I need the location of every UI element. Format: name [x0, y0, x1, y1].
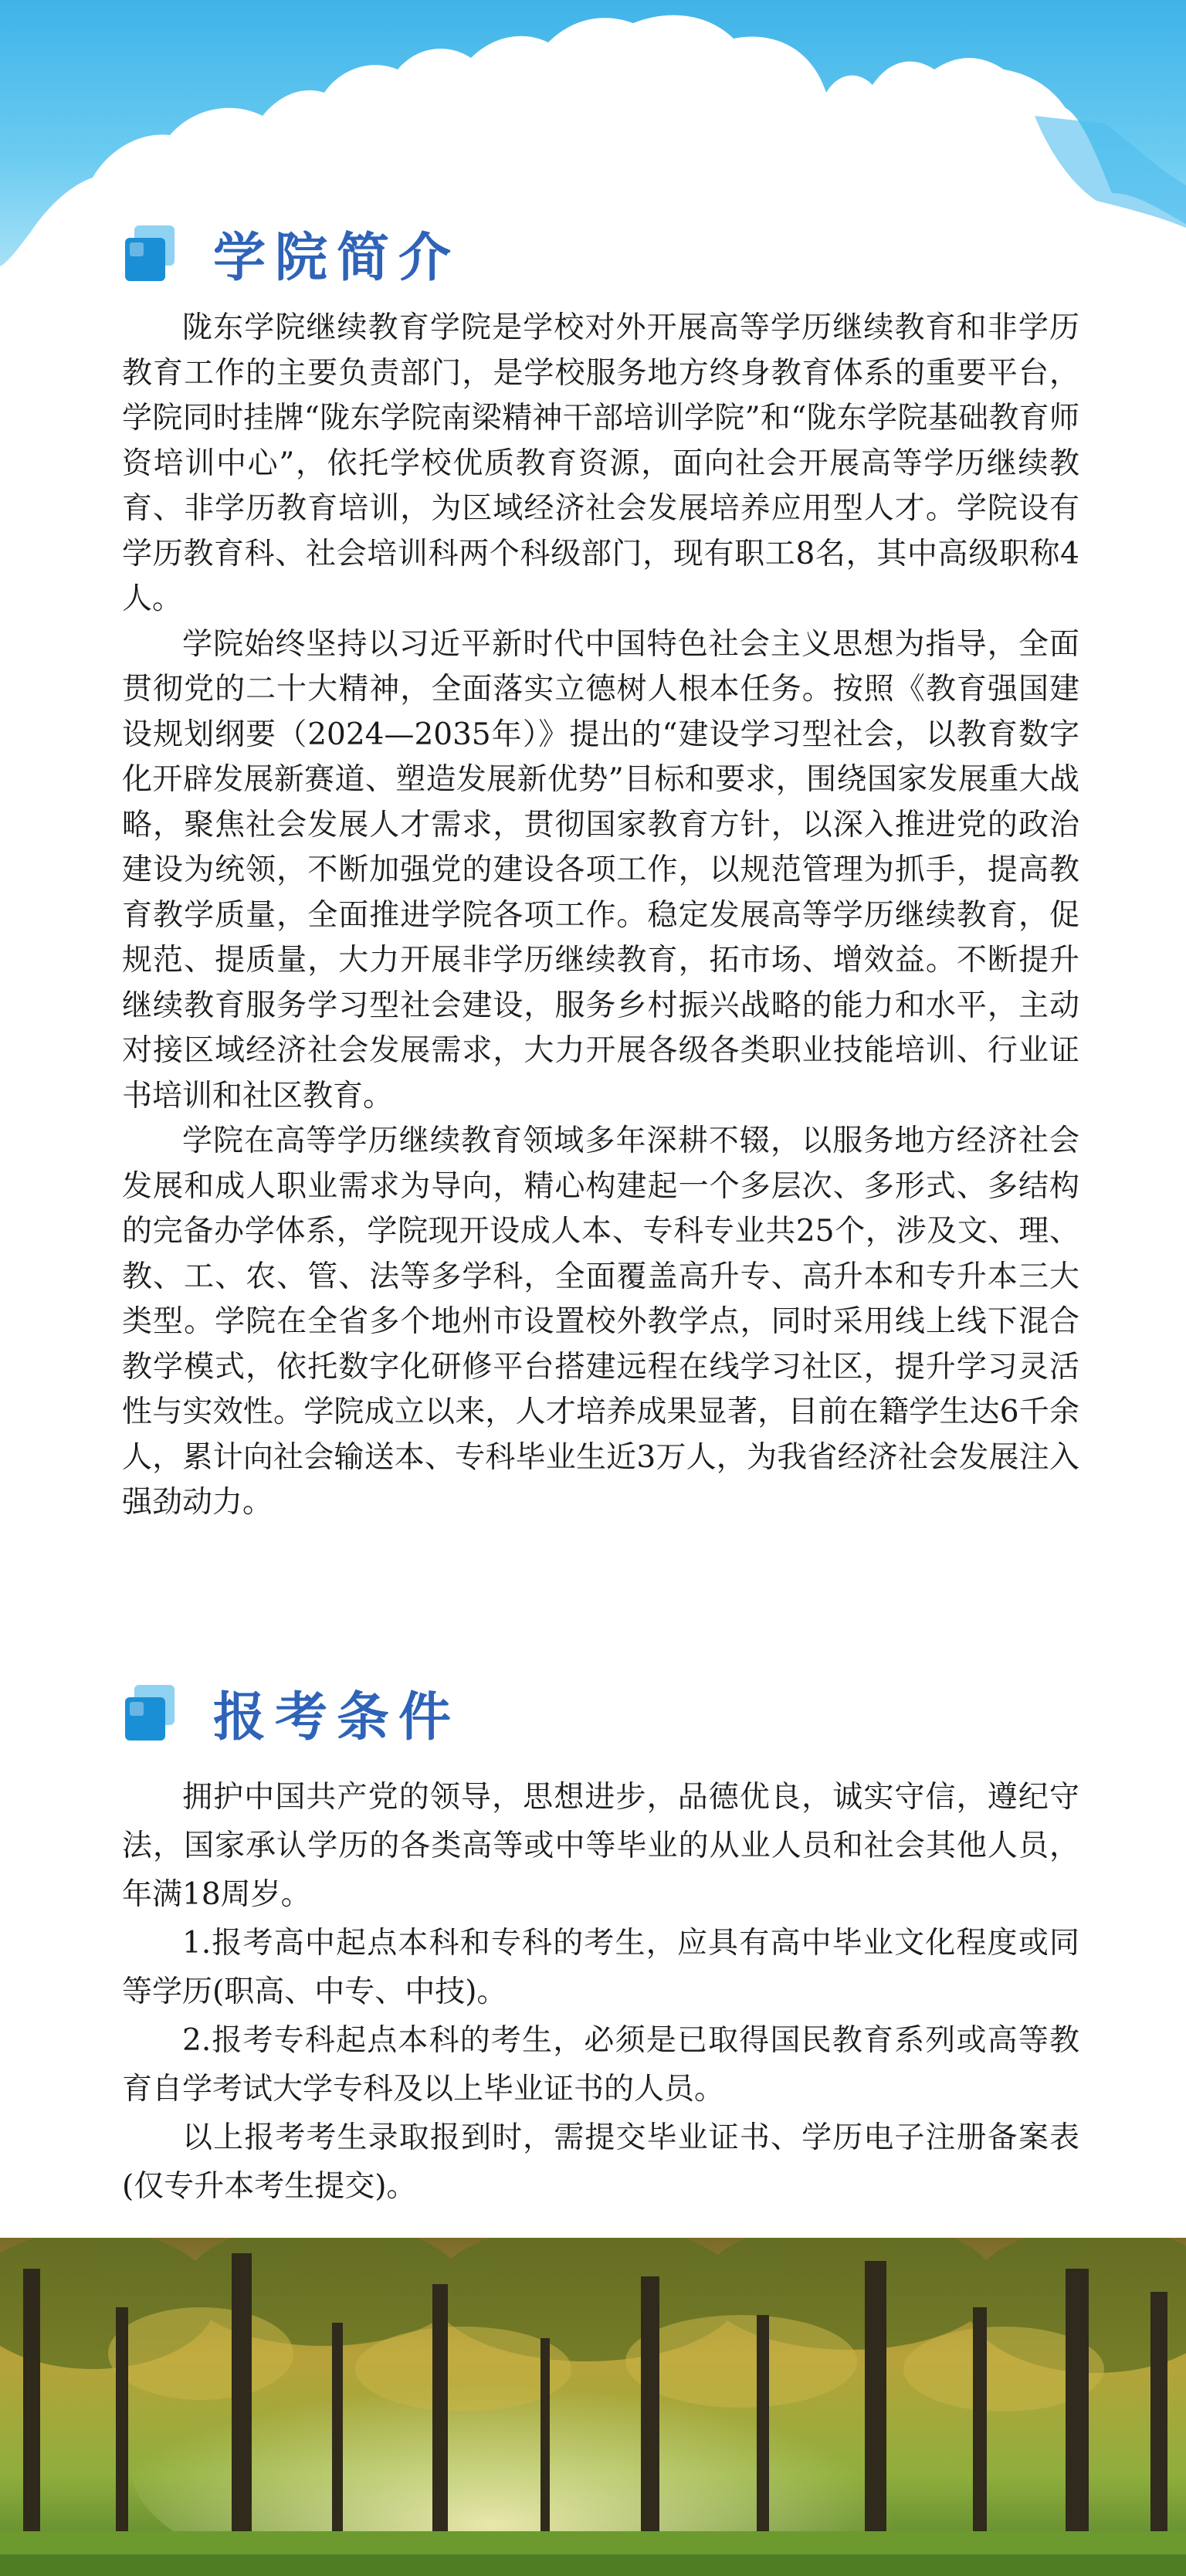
conditions-body — [122, 1773, 1079, 2211]
intro-paragraph-2: 学院始终坚持以习近平新时代中国特色社会主义思想为指导，全面贯彻党的二十大精神，全面落实立德树人根本任务。按照《教育强国建设规划纲要（2024—2035年）》提出的“建设学习型社会，以教育数字化开辟发展新赛道、塑造发展新优势”目标和要求，围绕国家发展重大战略，聚焦社会发展人才需求，贯彻国家教育方针，以深入推进党的政治建设为统领，不断加强党的建设各项工作，以规范管理为抓手，提高教育教学质量，全面推进学院各项工作。稳定发展高等学历继续教育，促规范、提质量，大力开展非学历继续教育，拓市场、增效益。不断提升继续教育服务学习型社会建设，服务乡村振兴战略的能力和水平，主动对接区域经济社会发展需求，大力开展各级各类职业技能培训、行业证书培训和社区教育。 — [122, 626, 1079, 1113]
intro-paragraph-1: 陇东学院继续教育学院是学校对外开展高等学历继续教育和非学历教育工作的主要负责部门，是学校服务地方终身教育体系的重要平台，学院同时挂牌“陇东学院南梁精神干部培训学院”和“陇东学院基础教育师资培训中心”，依托学校优质教育资源，面向社会开展高等学历继续教育、非学历教育培训，为区域经济社会发展培养应用型人才。学院设有学历教育科、社会培训科两个科级部门，现有职工8名，其中高级职称4人。 — [122, 310, 1079, 616]
blue-square-marker-icon — [122, 222, 178, 284]
conditions-note: 以上报考考生录取报到时，需提交毕业证书、学历电子注册备案表(仅专升本考生提交)。 — [122, 2120, 1079, 2204]
intro-heading — [122, 215, 460, 292]
conditions-heading — [122, 1674, 460, 1751]
intro-paragraph-3: 学院在高等学历继续教育领域多年深耕不辍，以服务地方经济社会发展和成人职业需求为导向，精心构建起一个多层次、多形式、多结构的完备办学体系，学院现开设成人本、专科专业共25个，涉及文、理、教、工、农、管、法等多学科，全面覆盖高升专、高升本和专升本三大类型。学院在全省多个地州市设置校外教学点，同时采用线上线下混合教学模式，依托数字化研修平台搭建远程在线学习社区，提升学习灵活性与实效性。学院成立以来，人才培养成果显著，目前在籍学生达6千余人，累计向社会输送本、专科毕业生近3万人，为我省经济社会发展注入强劲动力。 — [122, 1124, 1079, 1520]
forest-photo — [0, 2238, 1186, 2576]
blue-square-marker-icon — [122, 1682, 178, 1744]
intro-title: 学院简介 — [213, 226, 461, 289]
conditions-intro: 拥护中国共产党的领导，思想进步，品德优良，诚实守信，遵纪守法，国家承认学历的各类高等或中等毕业的从业人员和社会其他人员，年满18周岁。 — [122, 1780, 1079, 1912]
conditions-item-2: 2.报考专科起点本科的考生，必须是已取得国民教育系列或高等教育自学考试大学专科及以上毕业证书的人员。 — [122, 2023, 1079, 2107]
conditions-title: 报考条件 — [213, 1686, 461, 1748]
conditions-item-1: 1.报考高中起点本科和专科的考生，应具有高中毕业文化程度或同等学历(职高、中专、中技)。 — [122, 1926, 1079, 2009]
intro-body — [122, 306, 1079, 1526]
